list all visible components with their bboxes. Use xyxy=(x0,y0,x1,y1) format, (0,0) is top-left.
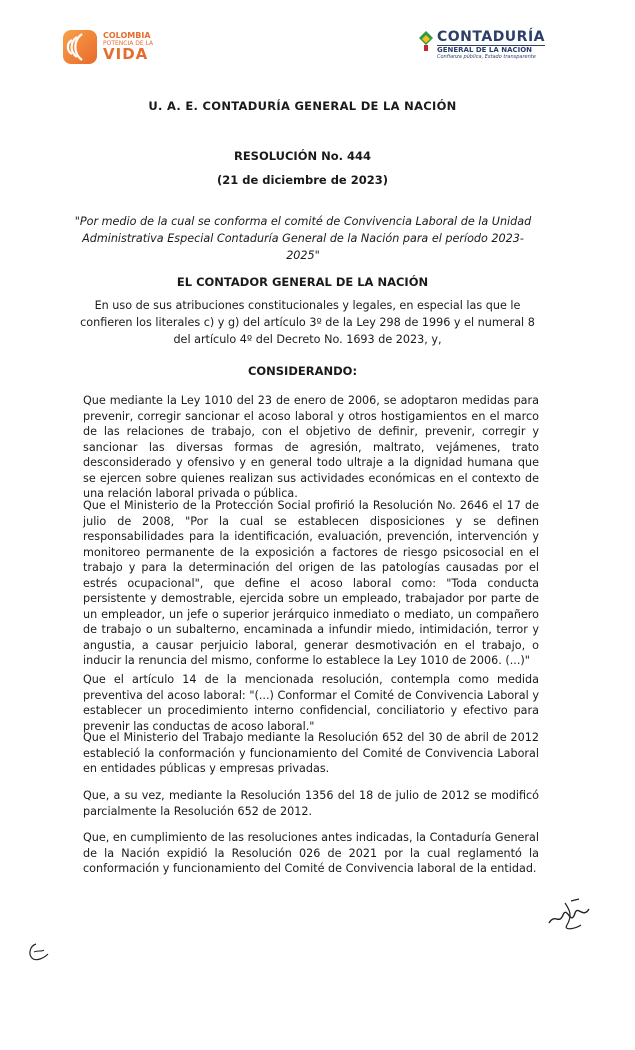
entity-heading: U. A. E. CONTADURÍA GENERAL DE LA NACIÓN xyxy=(148,99,457,113)
considering-paragraph: Que mediante la Ley 1010 del 23 de enero de 2006, se adoptaron medidas para prevenir, corregir sancionar el acoso laboral y otros hostigamientos en el marco de las relaciones de trabajo, con el objetivo de definir, prevenir, corregir y sancionar las diversas formas de agresión, maltrato, vejámenes, trato desconsiderado y ofensivo y en general todo ultraje a la dignidad humana que se ejercen sobre quienes realizan sus actividades económicas en el contexto de una relación laboral privada o pública. xyxy=(83,394,539,500)
handwritten-initial xyxy=(26,938,52,964)
logo-line-3: VIDA xyxy=(103,45,149,63)
colombia-potencia-de-la-vida-logo xyxy=(63,30,153,64)
page-header xyxy=(0,0,635,80)
signer-title: EL CONTADOR GENERAL DE LA NACIÓN xyxy=(176,275,429,289)
resolution-date: (21 de diciembre de 2023) xyxy=(216,173,389,187)
resolution-number: RESOLUCIÓN No. 444 xyxy=(233,149,372,163)
contaduria-emblem-icon xyxy=(418,30,434,52)
considering-paragraph: Que el Ministerio de la Protección Social profirió la Resolución No. 2646 el 17 de julio de 2008, "Por la cual se establecen disposiciones y se definen responsabilidades para la identificación, evaluación, prevención, intervención y monitoreo permanente de la exposición a factores de riesgo psicosocial en el trabajo y para la determinación del origen de las patologías causadas por el estrés ocupacional", que define el acoso laboral como: "Toda conducta persistente y demostrable, ejercida sobre un empleado, trabajador por parte de un empleador, un jefe o superior jerárquico inmediato o mediato, un compañero de trabajo o un subalterno, encaminada a infundir miedo, intimidación, terror y angustia, a causar perjuicio laboral, generar desmotivación en el trabajo, o inducir la renuncia del mismo, conforme lo establece la Ley 1010 de 2006. (...)" xyxy=(83,499,539,667)
considering-paragraph: Que, en cumplimiento de las resoluciones antes indicadas, la Contaduría General de la Nación expidió la Resolución 026 de 2021 por la cual reglamentó la conformación y funcionamiento del Comité de Convivencia laboral de la entidad. xyxy=(83,831,539,875)
contaduria-slogan: Confianza pública, Estado transparente xyxy=(437,54,536,60)
considering-paragraph: Que el Ministerio del Trabajo mediante la Resolución 652 del 30 de abril de 2012 estableció la conformación y funcionamiento del Comité de Convivencia Laboral en entidades públicas y empresas privadas. xyxy=(83,731,539,775)
logo-line-1: COLOMBIA xyxy=(103,31,151,40)
considering-heading: CONSIDERANDO: xyxy=(247,364,358,378)
contaduria-subname: GENERAL DE LA NACIÓN xyxy=(437,45,545,54)
contaduria-name: CONTADURÍA xyxy=(437,29,546,45)
considering-paragraph: Que, a su vez, mediante la Resolución 1356 del 18 de julio de 2012 se modificó parcialmente la Resolución 652 de 2012. xyxy=(83,789,539,818)
contaduria-logo xyxy=(418,30,545,60)
resolution-purpose: "Por medio de la cual se conforma el comité de Convivencia Laboral de la Unidad Administrativa Especial Contaduría General de la Nación para el período 2023-2025" xyxy=(74,215,532,262)
logo-line-2: POTENCIA DE LA xyxy=(103,40,154,47)
handwritten-signature xyxy=(545,895,595,935)
considering-paragraph: Que el artículo 14 de la mencionada resolución, contempla como medida preventiva del acoso laboral: "(...) Conformar el Comité de Convivencia Laboral y establecer un procedimiento interno confidencial, conciliatorio y efectivo para prevenir las conductas de acoso laboral." xyxy=(83,673,539,733)
sound-wave-icon xyxy=(63,30,97,64)
legal-powers: En uso de sus atribuciones constitucionales y legales, en especial las que le confieren los literales c) y g) del artículo 3º de la Ley 298 de 1996 y el numeral 8 del artículo 4º del Decreto No. 1693 de 2023, y, xyxy=(80,299,535,346)
